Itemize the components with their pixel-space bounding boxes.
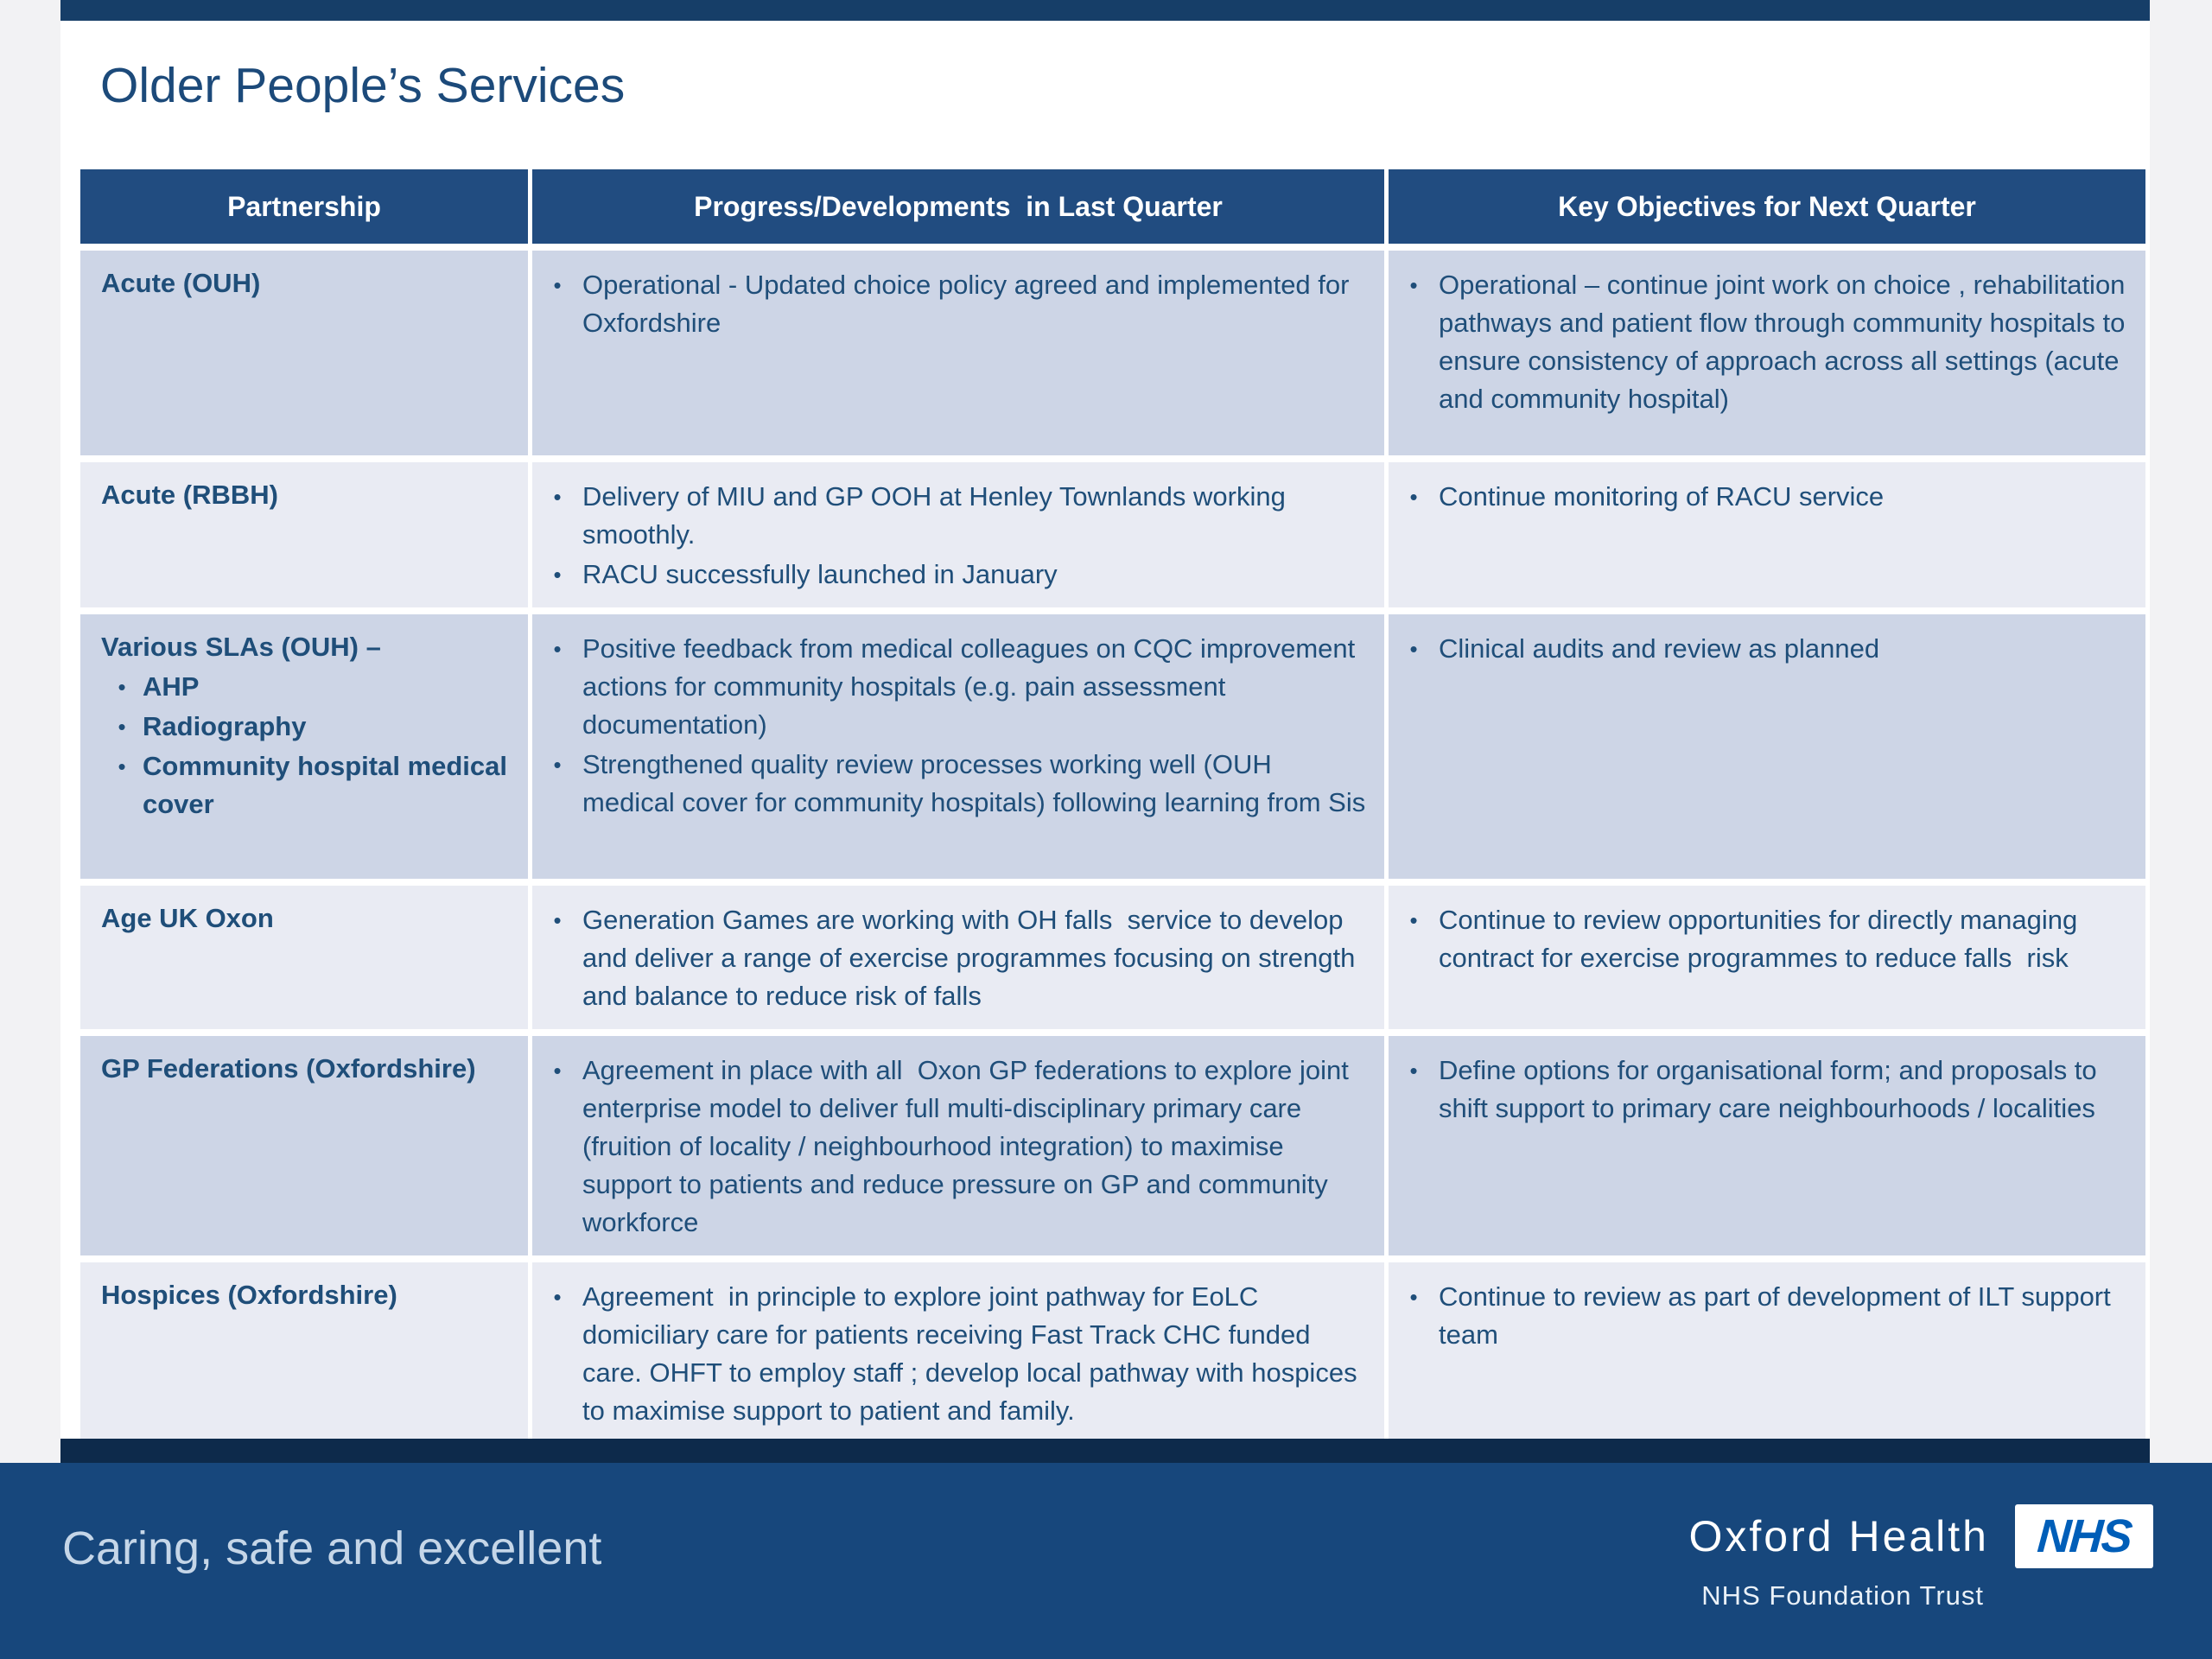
bullet-dot-icon: • bbox=[118, 674, 126, 701]
bullet-text: Strengthened quality review processes working well (OUH medical cover for community hospitals) following learning from Sis bbox=[582, 749, 1366, 818]
bullet-text: Operational – continue joint work on choice , rehabilitation pathways and patient flow through community hospitals to ensure consistency of approach across all settings (acute and community hospital) bbox=[1439, 270, 2133, 415]
objectives-cell bbox=[1389, 462, 2145, 607]
partnership-cell bbox=[80, 1036, 528, 1255]
partnership-label: Age UK Oxon bbox=[101, 903, 274, 934]
table-row bbox=[80, 251, 2145, 455]
progress-cell bbox=[532, 251, 1384, 455]
objectives-cell bbox=[1389, 886, 2145, 1029]
footer bbox=[0, 1463, 2212, 1659]
bullet-item bbox=[101, 668, 512, 706]
bullet-dot-icon: • bbox=[1409, 1058, 1418, 1084]
progress-cell bbox=[532, 1036, 1384, 1255]
footer-tagline: Caring, safe and excellent bbox=[62, 1522, 602, 1574]
bullet-text: Delivery of MIU and GP OOH at Henley Townlands working smoothly. bbox=[582, 481, 1294, 550]
bullet-text: Agreement in principle to explore joint pathway for EoLC domiciliary care for patients receiving Fast Track CHC funded care. OHFT to employ staff ; develop local pathway with hospices to maximise support to patient and family. bbox=[582, 1281, 1365, 1427]
bullet-dot-icon: • bbox=[1409, 484, 1418, 510]
bullet-item bbox=[532, 630, 1369, 744]
progress-cell bbox=[532, 886, 1384, 1029]
logo-subtitle: NHS Foundation Trust bbox=[1701, 1580, 1984, 1611]
slide-content bbox=[60, 21, 2150, 1439]
col-header-partnership: Partnership bbox=[80, 169, 528, 244]
page-title: Older People’s Services bbox=[100, 58, 626, 113]
objectives-cell bbox=[1389, 251, 2145, 455]
table-row bbox=[80, 1262, 2145, 1444]
bullet-item bbox=[1389, 266, 2133, 418]
slide-top-bar bbox=[60, 0, 2150, 21]
objectives-cell bbox=[1389, 1036, 2145, 1255]
bullet-item bbox=[532, 901, 1369, 1015]
bullet-item bbox=[1389, 630, 2130, 668]
objectives-cell bbox=[1389, 1262, 2145, 1444]
partnership-cell bbox=[80, 251, 528, 455]
partnership-label: Acute (RBBH) bbox=[101, 480, 278, 510]
bullet-text: Generation Games are working with OH falls service to develop and deliver a range of exercise programmes focusing on strength and balance to reduce risk of falls bbox=[582, 905, 1363, 1012]
bullet-text: Continue monitoring of RACU service bbox=[1439, 481, 1885, 512]
bullet-text: AHP bbox=[143, 671, 200, 702]
bullet-dot-icon: • bbox=[1409, 272, 1418, 298]
bullet-text: Positive feedback from medical colleagues on CQC improvement actions for community hospitals (e.g. pain assessment documentation) bbox=[582, 633, 1363, 741]
bullet-item bbox=[1389, 1052, 2130, 1128]
table-row bbox=[80, 614, 2145, 879]
oxford-health-nhs-logo bbox=[1689, 1504, 2153, 1611]
bullet-item bbox=[532, 266, 1369, 342]
bullet-text: Define options for organisational form; and proposals to shift support to primary care neighbourhoods / localities bbox=[1439, 1055, 2105, 1124]
bullet-dot-icon: • bbox=[553, 752, 562, 779]
nhs-logo-text: NHS bbox=[2035, 1510, 2133, 1562]
bullet-item bbox=[532, 746, 1369, 822]
bullet-dot-icon: • bbox=[553, 636, 562, 663]
bullet-text: Operational - Updated choice policy agreed and implemented for Oxfordshire bbox=[582, 270, 1357, 339]
col-header-objectives: Key Objectives for Next Quarter bbox=[1389, 169, 2145, 244]
bullet-item bbox=[532, 478, 1369, 554]
bullet-dot-icon: • bbox=[1409, 1284, 1418, 1311]
partnership-label: GP Federations (Oxfordshire) bbox=[101, 1053, 476, 1084]
bullet-item bbox=[532, 556, 1369, 594]
bullet-text: Continue to review as part of development of ILT support team bbox=[1439, 1281, 2119, 1351]
bullet-text: Radiography bbox=[143, 711, 307, 742]
bullet-text: Continue to review opportunities for directly managing contract for exercise programmes to reduce falls risk bbox=[1439, 905, 2085, 974]
bullet-item bbox=[1389, 901, 2130, 977]
bullet-dot-icon: • bbox=[553, 1284, 562, 1311]
bullet-text: RACU successfully launched in January bbox=[582, 559, 1058, 590]
progress-cell bbox=[532, 614, 1384, 879]
bullet-dot-icon: • bbox=[118, 753, 126, 780]
partnership-cell bbox=[80, 614, 528, 879]
objectives-cell bbox=[1389, 614, 2145, 879]
table-row bbox=[80, 886, 2145, 1029]
partnership-table bbox=[76, 162, 2150, 1451]
table-header-row bbox=[80, 169, 2145, 244]
logo-row bbox=[1689, 1504, 2153, 1568]
bullet-dot-icon: • bbox=[1409, 636, 1418, 663]
bullet-dot-icon: • bbox=[553, 1058, 562, 1084]
nhs-logo-icon bbox=[2015, 1504, 2153, 1568]
partnership-label: Various SLAs (OUH) – bbox=[101, 632, 381, 663]
table-row bbox=[80, 462, 2145, 607]
bullet-dot-icon: • bbox=[553, 562, 562, 588]
progress-cell bbox=[532, 1262, 1384, 1444]
bullet-item bbox=[1389, 478, 2130, 516]
progress-cell bbox=[532, 462, 1384, 607]
partnership-label: Hospices (Oxfordshire) bbox=[101, 1280, 397, 1311]
bullet-item bbox=[532, 1052, 1369, 1242]
bullet-text: Agreement in place with all Oxon GP federations to explore joint enterprise model to deliver full multi-disciplinary primary care (fruition of locality / neighbourhood integration) to maximise support to patients and reduce pressure on GP and community workforce bbox=[582, 1055, 1357, 1238]
bullet-item bbox=[1389, 1278, 2130, 1354]
table-row bbox=[80, 1036, 2145, 1255]
logo-trust-name: Oxford Health bbox=[1688, 1512, 1989, 1560]
bullet-item bbox=[532, 1278, 1369, 1430]
footer-stripe bbox=[60, 1439, 2150, 1463]
bullet-dot-icon: • bbox=[553, 907, 562, 934]
bullet-dot-icon: • bbox=[1409, 907, 1418, 934]
bullet-dot-icon: • bbox=[118, 714, 126, 741]
partnership-cell bbox=[80, 1262, 528, 1444]
bullet-text: Community hospital medical cover bbox=[143, 751, 515, 820]
bullet-item bbox=[101, 708, 512, 746]
col-header-progress: Progress/Developments in Last Quarter bbox=[532, 169, 1384, 244]
partnership-cell bbox=[80, 462, 528, 607]
bullet-text: Clinical audits and review as planned bbox=[1439, 633, 1880, 664]
partnership-cell bbox=[80, 886, 528, 1029]
bullet-dot-icon: • bbox=[553, 484, 562, 510]
bullet-item bbox=[101, 747, 515, 823]
bullet-dot-icon: • bbox=[553, 272, 562, 298]
partnership-label: Acute (OUH) bbox=[101, 268, 261, 298]
